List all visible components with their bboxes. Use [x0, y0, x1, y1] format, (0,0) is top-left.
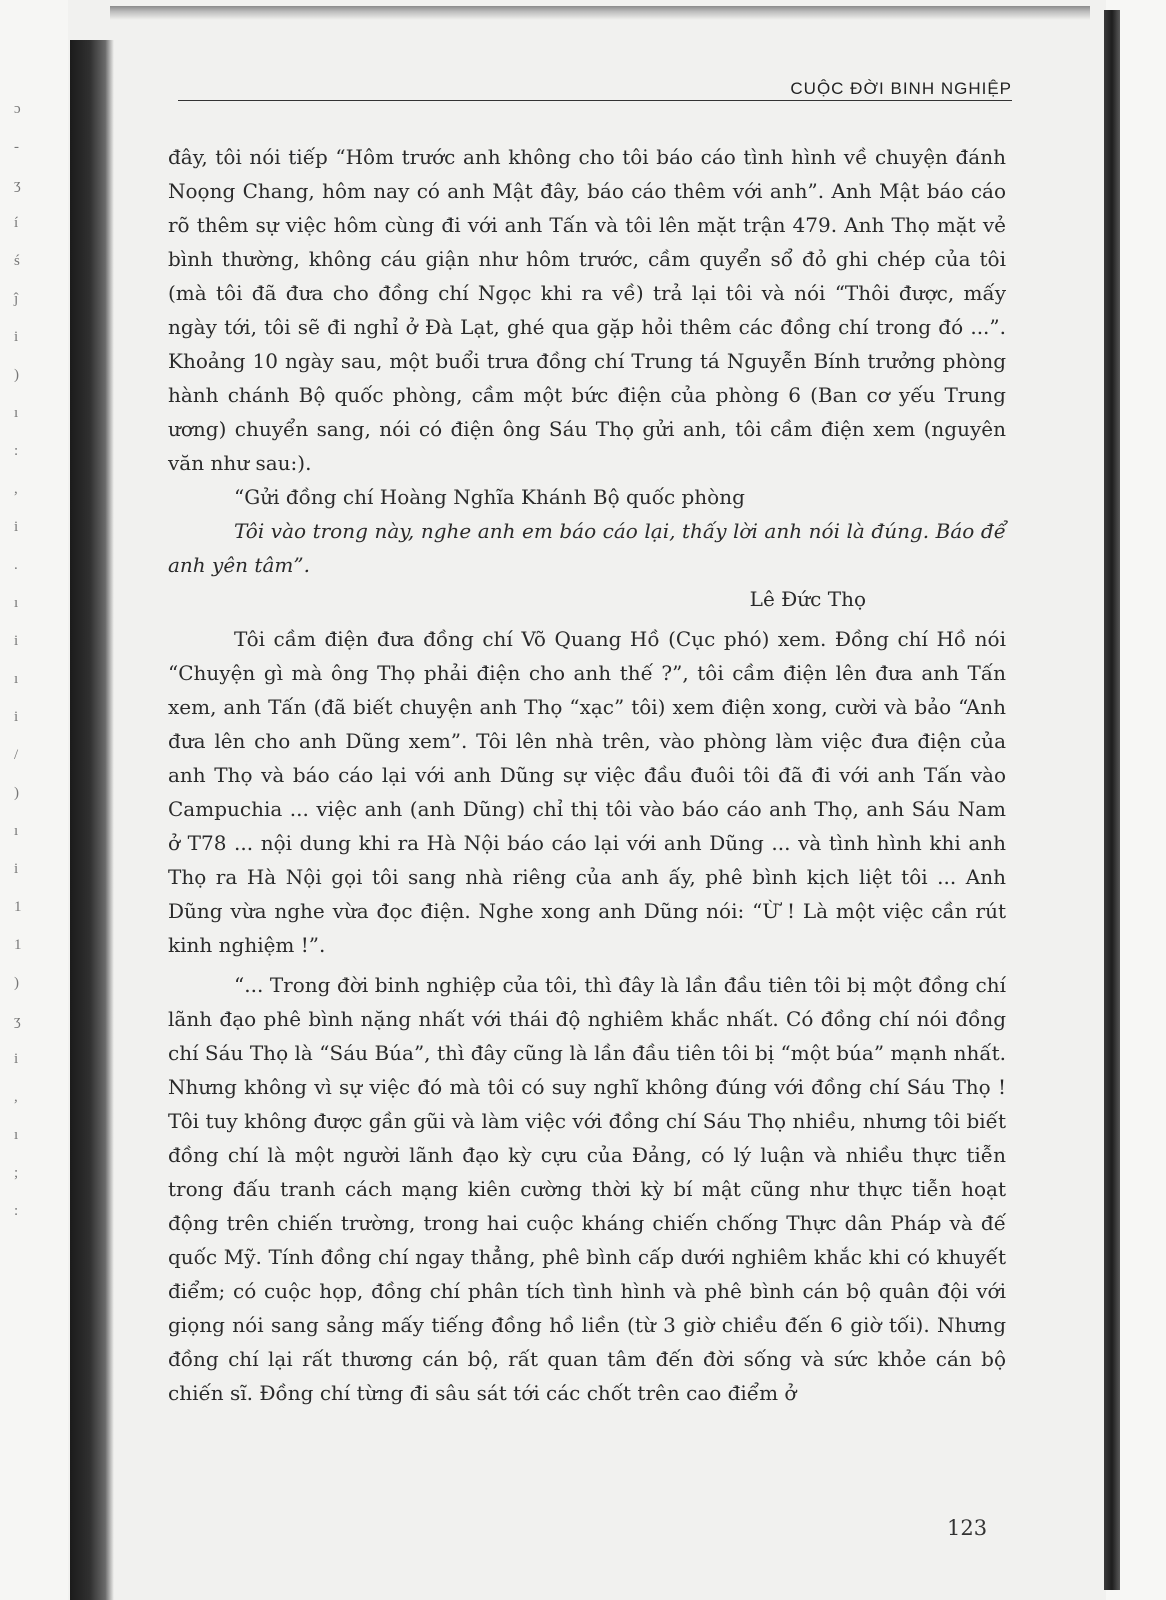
margin-mark: i: [14, 861, 19, 877]
margin-mark: 1: [14, 937, 22, 953]
margin-mark: ): [14, 975, 19, 991]
margin-mark: ʒ: [14, 177, 21, 193]
margin-mark: í: [14, 215, 19, 231]
paragraph: “... Trong đời binh nghiệp của tôi, thì đây là lần đầu tiên tôi bị một đồng chí lãnh đạo phê bình nặng nhất với thái độ nghiêm khắc nhất. Có đồng chí nói đồng chí Sáu Thọ là “Sáu Búa”, thì đây cũng là lần đầu tiên tôi bị “một búa” mạnh nhất. Nhưng không vì sự việc đó mà tôi có suy nghĩ không đúng với đồng chí Sáu Thọ ! Tôi tuy không được gần gũi và làm việc với đồng chí Sáu Thọ nhiều, nhưng tôi biết đồng chí là một người lãnh đạo kỳ cựu của Đảng, có lý luận và nhiều thực tiễn trong đấu tranh cách mạng kiên cường thời kỳ bí mật cũng như thực tiễn hoạt động trên chiến trường, trong hai cuộc kháng chiến chống Thực dân Pháp và đế quốc Mỹ. Tính đồng chí ngay thẳng, phê bình cấp dưới nghiêm khắc khi có khuyết điểm; có cuộc họp, đồng chí phân tích tình hình và phê bình cán bộ quân đội với giọng nói sang sảng mấy tiếng đồng hồ liền (từ 3 giờ chiều đến 6 giờ tối). Nhưng đồng chí lại rất thương cán bộ, rất quan tâm đến đời sống và sức khỏe cán bộ chiến sĩ. Đồng chí từng đi sâu sát tới các chốt trên cao điểm ở: [168, 973, 1006, 1405]
left-margin-marks: [14, 90, 26, 1230]
margin-mark: ı: [14, 595, 19, 611]
margin-mark: i: [14, 519, 19, 535]
margin-mark: ĵ: [14, 291, 19, 307]
margin-mark: ;: [14, 1165, 19, 1181]
margin-mark: .: [14, 557, 18, 573]
margin-mark: ,: [14, 1089, 18, 1105]
telegram-body: Tôi vào trong này, nghe anh em báo cáo lại, thấy lời anh nói là đúng. Báo để anh yên tâm”.: [168, 519, 1006, 577]
paragraph: đây, tôi nói tiếp “Hôm trước anh không cho tôi báo cáo tình hình về chuyện đánh Noọng Chang, hôm nay có anh Mật đây, báo cáo thêm với anh”. Anh Mật báo cáo rõ thêm sự việc hôm cùng đi với anh Tấn và tôi lên mặt trận 479. Anh Thọ mặt vẻ bình thường, không cáu giận như hôm trước, cầm quyển sổ đỏ ghi chép của tôi (mà tôi đã đưa cho đồng chí Ngọc khi ra về) trả lại tôi và nói “Thôi được, mấy ngày tới, tôi sẽ đi nghỉ ở Đà Lạt, ghé qua gặp hỏi thêm các đồng chí trong đó ...”. Khoảng 10 ngày sau, một buổi trưa đồng chí Trung tá Nguyễn Bính trưởng phòng hành chánh Bộ quốc phòng, cầm một bức điện của phòng 6 (Ban cơ yếu Trung ương) chuyển sang, nói có điện ông Sáu Thọ gửi anh, tôi cầm điện xem (nguyên văn như sau:).: [168, 145, 1006, 475]
page-number: 123: [947, 1516, 988, 1540]
margin-mark: -: [14, 139, 19, 155]
margin-mark: /: [14, 747, 19, 763]
margin-mark: ): [14, 367, 19, 383]
scan-left-margin: [0, 0, 68, 1600]
paragraph: Tôi cầm điện đưa đồng chí Võ Quang Hồ (Cục phó) xem. Đồng chí Hồ nói “Chuyện gì mà ông Thọ phải điện cho anh thế ?”, tôi cầm điện lên đưa anh Tấn xem, anh Tấn (đã biết chuyện anh Thọ “xạc” tôi) xem điện xong, cười và bảo “Anh đưa lên cho anh Dũng xem”. Tôi lên nhà trên, vào phòng làm việc đưa điện của anh Thọ và báo cáo lại với anh Dũng sự việc đầu đuôi tôi đã đi với anh Tấn vào Campuchia ... việc anh (anh Dũng) chỉ thị tôi vào báo cáo anh Thọ, anh Sáu Nam ở T78 ... nội dung khi ra Hà Nội báo cáo lại với anh Dũng ... và tình hình khi anh Thọ ra Hà Nội gọi tôi sang nhà riêng của anh ấy, phê bình kịch liệt tôi ... Anh Dũng vừa nghe vừa đọc điện. Nghe xong anh Dũng nói: “Ừ ! Là một việc cần rút kinh nghiệm !”.: [168, 627, 1006, 957]
margin-mark: :: [14, 1203, 19, 1219]
margin-mark: i: [14, 329, 19, 345]
margin-mark: ,: [14, 481, 18, 497]
margin-mark: i: [14, 1051, 19, 1067]
margin-mark: 1: [14, 899, 22, 915]
book-spine-shadow: [70, 40, 114, 1600]
running-head: [178, 76, 1012, 101]
telegram-signature: Lê Đức Thọ: [749, 587, 866, 611]
margin-mark: ɔ: [14, 101, 21, 117]
margin-mark: ś: [14, 253, 20, 269]
margin-mark: :: [14, 443, 19, 459]
margin-mark: i: [14, 709, 19, 725]
top-edge-shadow: [110, 6, 1090, 20]
telegram-heading: “Gửi đồng chí Hoàng Nghĩa Khánh Bộ quốc phòng: [234, 485, 745, 509]
right-edge-shadow: [1104, 10, 1120, 1590]
margin-mark: ı: [14, 405, 19, 421]
margin-mark: ʒ: [14, 1013, 21, 1029]
margin-mark: ı: [14, 1127, 19, 1143]
margin-mark: ): [14, 785, 19, 801]
margin-mark: ı: [14, 823, 19, 839]
running-head-title: CUỘC ĐỜI BINH NGHIỆP: [790, 79, 1012, 98]
margin-mark: ı: [14, 671, 19, 687]
margin-mark: i: [14, 633, 19, 649]
page-body: [168, 140, 1006, 1410]
